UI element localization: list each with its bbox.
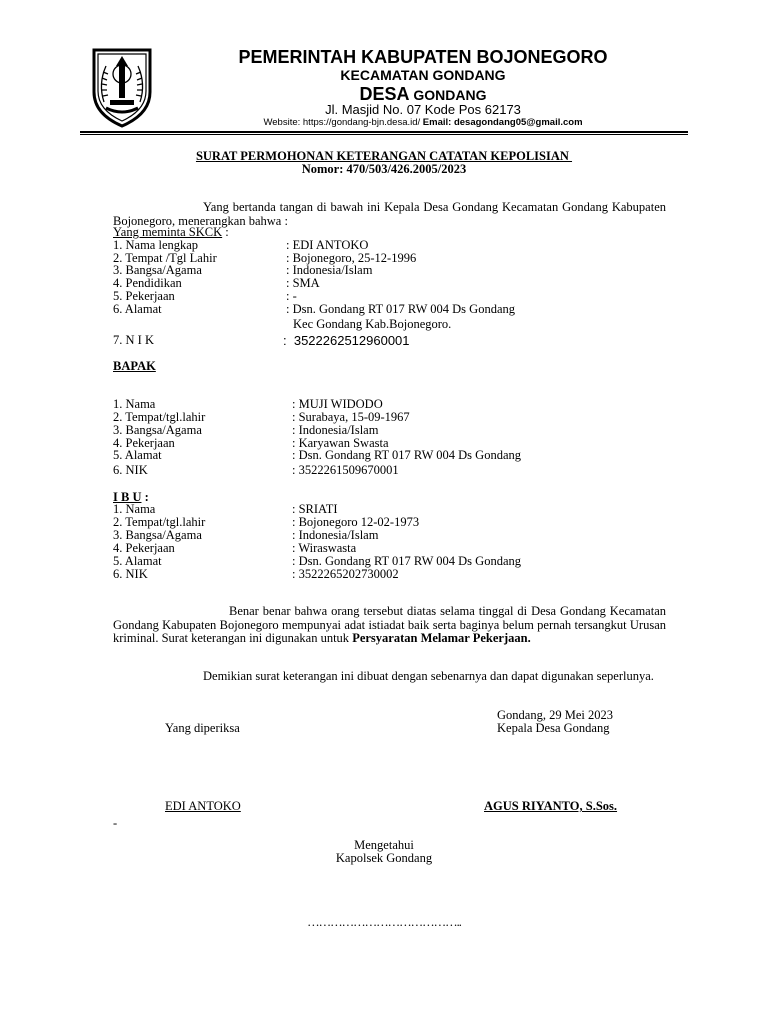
letterhead-government: PEMERINTAH KABUPATEN BOJONEGORO [238,47,608,67]
mother-label: 4. Pekerjaan [113,541,175,555]
closing-paragraph: Demikian surat keterangan ini dibuat dengan sebenarnya dan dapat digunakan seperlunya. [203,669,654,683]
mother-value: : SRIATI [292,502,338,516]
applicant-nik-value: : 3522262512960001 [283,333,410,348]
right-signatory-title: Kepala Desa Gondang [497,721,610,735]
website-link[interactable]: Website: https://gondang-bjn.desa.id/ [263,117,421,128]
mother-label: 3. Bangsa/Agama [113,528,202,542]
left-signatory-name: EDI ANTOKO [165,799,241,813]
applicant-label: 1. Nama lengkap [113,238,199,252]
mother-label: 1. Nama [113,502,156,516]
police-signature-line: ………………………………….. [307,915,461,929]
acknowledge-label: Mengetahui [354,838,414,852]
applicant-label: 4. Pendidikan [113,276,182,290]
father-label: 2. Tempat/tgl.lahir [113,410,206,424]
applicant-value: : Indonesia/Islam [286,263,373,277]
mother-value: : Dsn. Gondang RT 017 RW 004 Ds Gondang [292,554,521,568]
mother-heading-colon: : [141,490,149,504]
applicant-value: : Bojonegoro, 25-12-1996 [286,251,417,265]
mother-value: : 3522265202730002 [292,567,399,581]
applicant-value: : - [286,289,297,303]
applicant-address-continued: Kec Gondang Kab.Bojonegoro. [293,317,452,331]
statement-purpose: Persyaratan Melamar Pekerjaan. [352,631,531,645]
mother-label: 5. Alamat [113,554,162,568]
father-value: : Surabaya, 15-09-1967 [292,410,410,424]
right-signatory-name: AGUS RIYANTO, S.Sos. [484,799,618,813]
mother-value: : Wiraswasta [292,541,357,555]
mother-heading-text: I B U [113,490,142,504]
police-chief-title: Kapolsek Gondang [335,851,433,865]
village-prefix: DESA [359,84,410,104]
intro-paragraph: Yang bertanda tangan di bawah ini Kepala Desa Gondang Kecamatan Gondang Kabupaten Bojonegoro, menerangkan bahwa : [113,200,666,228]
regency-emblem-logo [88,44,156,128]
statement-paragraph [113,605,666,646]
applicant-nik-label: 7. N I K [113,333,154,347]
email-link[interactable]: Email: desagondang05@gmail.com [420,117,583,128]
father-value: : Dsn. Gondang RT 017 RW 004 Ds Gondang [292,448,521,462]
applicant-value: : SMA [286,276,320,290]
letter-title: SURAT PERMOHONAN KETERANGAN CATATAN KEPOLISIAN [195,149,573,163]
mother-value: : Indonesia/Islam [292,528,379,542]
left-signatory-title: Yang diperiksa [165,721,240,735]
mother-value: : Bojonegoro 12-02-1973 [292,515,420,529]
father-value: : Karyawan Swasta [292,436,389,450]
mother-label: 2. Tempat/tgl.lahir [113,515,206,529]
applicant-value: : Dsn. Gondang RT 017 RW 004 Ds Gondang [286,302,515,316]
applicant-heading-text: Yang meminta SKCK [113,225,223,239]
applicant-label: 5. Pekerjaan [113,289,175,303]
father-label: 3. Bangsa/Agama [113,423,202,437]
father-heading: BAPAK [113,359,156,373]
place-date: Gondang, 29 Mei 2023 [497,708,613,722]
father-value: : 3522261509670001 [292,463,399,477]
applicant-label: 2. Tempat /Tgl Lahir [113,251,217,265]
stray-dash: - [113,816,118,830]
father-label: 6. NIK [113,463,148,477]
letterhead-contacts [160,117,686,129]
applicant-label: 3. Bangsa/Agama [113,263,202,277]
father-value: : Indonesia/Islam [292,423,379,437]
village-name: GONDANG [409,87,487,103]
letter-number: Nomor: 470/503/426.2005/2023 [301,162,467,176]
father-label: 5. Alamat [113,448,162,462]
father-value: : MUJI WIDODO [292,397,383,411]
letterhead-district: KECAMATAN GONDANG [340,67,506,83]
statement-text: Benar benar bahwa orang tersebut diatas selama tinggal di Desa Gondang Kecamatan Gondang Kabupaten Bojonegoro mempunyai adat istiadat baik serta baginya belum pernah tersangkut Urusan kriminal. Surat keterangan ini digunakan untuk [113,604,666,645]
applicant-value: : EDI ANTOKO [286,238,369,252]
mother-label: 6. NIK [113,567,148,581]
father-label: 1. Nama [113,397,156,411]
applicant-heading-colon: : [222,225,229,239]
letterhead-divider-thick [80,131,688,133]
letterhead-divider-thin [80,134,688,135]
letterhead-address: Jl. Masjid No. 07 Kode Pos 62173 [325,102,521,117]
applicant-label: 6. Alamat [113,302,162,316]
father-label: 4. Pekerjaan [113,436,175,450]
